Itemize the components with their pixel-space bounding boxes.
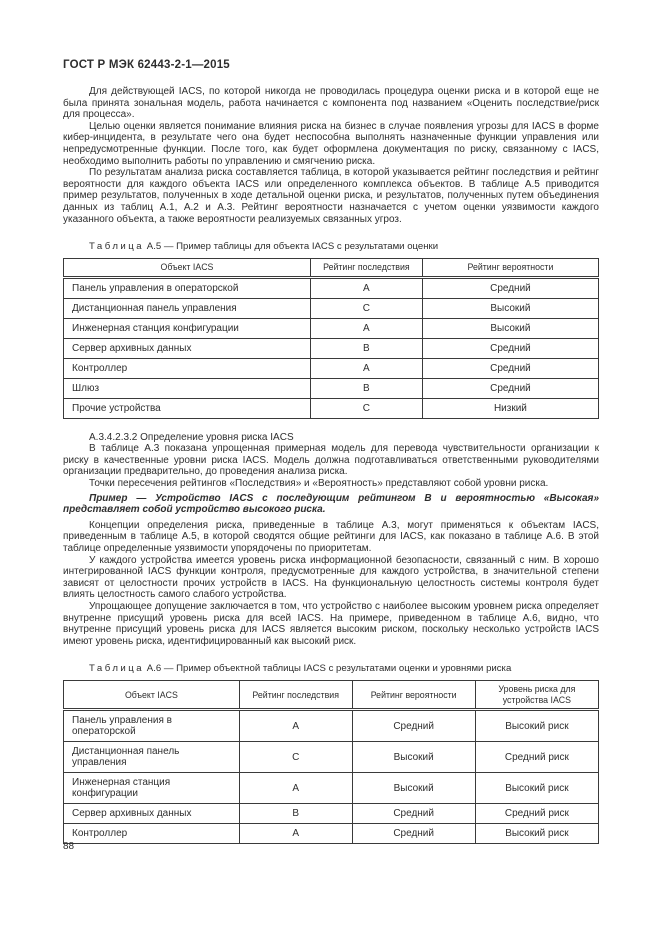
table-row bbox=[64, 710, 599, 742]
table-cell: Средний bbox=[352, 824, 475, 844]
table-cell: C bbox=[310, 298, 422, 318]
table-cell: A bbox=[239, 773, 352, 804]
table-a5 bbox=[63, 258, 599, 419]
table-cell: C bbox=[310, 398, 422, 418]
table-cell: Высокий bbox=[352, 773, 475, 804]
paragraph: Точки пересечения рейтингов «Последствия» и «Вероятность» представляют собой уровни риска. bbox=[89, 478, 549, 489]
column-header: Рейтинг последствия bbox=[239, 681, 352, 710]
table-cell: Высокий риск bbox=[475, 710, 598, 742]
table-cell: Высокий риск bbox=[475, 773, 598, 804]
table-cell: Панель управления в операторской bbox=[64, 277, 311, 298]
table-cell: Низкий bbox=[422, 398, 598, 418]
table-cell: Средний bbox=[352, 804, 475, 824]
table-cell: Средний bbox=[422, 378, 598, 398]
table-row bbox=[64, 824, 599, 844]
paragraph: По результатам анализа риска составляется таблица, в которой указывается рейтинг последствия и рейтинг вероятности для каждого объекта IACS или определенного комплекса объектов. В таблице А.5 приводится пример результатов, полученных в ходе детальной оценки риска, и результатов, полученных путем объединения данных из таблиц А.1, А.2 и А.3. Рейтинг вероятности назначается с учетом оценки уязвимости каждого указанного объекта, а также вероятности реализуемых связанных угроз. bbox=[63, 167, 599, 225]
table-cell: Средний риск bbox=[475, 804, 598, 824]
section-heading: А.3.4.2.3.2 Определение уровня риска IACS bbox=[89, 431, 294, 443]
example-paragraph: Пример — Устройство IACS с последующим рейтингом В и вероятностью «Высокая» представляет собой устройство высокого риска. bbox=[63, 492, 599, 516]
table-cell: Контроллер bbox=[64, 824, 240, 844]
table-cell: A bbox=[239, 824, 352, 844]
column-header: Рейтинг вероятности bbox=[352, 681, 475, 710]
table-cell: A bbox=[310, 318, 422, 338]
table-caption-text: А.6 — Пример объектной таблицы IACS с результатами оценки и уровнями риска bbox=[146, 663, 512, 675]
table-a5-caption bbox=[63, 241, 599, 252]
table-header-row bbox=[64, 259, 599, 278]
paragraph: Для действующей IACS, по которой никогда не проводилась процедура оценки риска и в которой еще не была принята зональная модель, работа начинается с компонента под названием «Оценить последствие/риск для процесса». bbox=[63, 86, 599, 121]
table-cell: Средний bbox=[422, 277, 598, 298]
table-caption-word: Таблица bbox=[89, 663, 145, 675]
table-cell: Прочие устройства bbox=[64, 398, 311, 418]
table-row bbox=[64, 358, 599, 378]
table-cell: Высокий bbox=[422, 298, 598, 318]
table-cell: Инженерная станция конфигурации bbox=[64, 773, 240, 804]
table-cell: Высокий риск bbox=[475, 824, 598, 844]
table-a6-caption bbox=[63, 663, 599, 674]
column-header: Объект IACS bbox=[64, 681, 240, 710]
table-cell: A bbox=[239, 710, 352, 742]
column-header: Уровень риска для устройства IACS bbox=[475, 681, 598, 710]
table-row bbox=[64, 398, 599, 418]
table-cell: Средний bbox=[422, 338, 598, 358]
table-row bbox=[64, 378, 599, 398]
table-cell: Дистанционная панель управления bbox=[64, 298, 311, 318]
table-header-row bbox=[64, 681, 599, 710]
table-cell: Контроллер bbox=[64, 358, 311, 378]
table-cell: B bbox=[239, 804, 352, 824]
page-content bbox=[63, 86, 599, 844]
paragraph: У каждого устройства имеется уровень риска информационной безопасности, связанный с ним. В хорошо интегрированной IACS функции контроля, предусмотренные для каждого устройства, в значительной степени зависят от целостности прочих устройств в IACS. На функциональную целостность системы контроля будет влиять целостность самого слабого устройства. bbox=[63, 554, 599, 601]
table-cell: Шлюз bbox=[64, 378, 311, 398]
column-header: Рейтинг последствия bbox=[310, 259, 422, 278]
table-cell: Средний риск bbox=[475, 742, 598, 773]
table-row bbox=[64, 804, 599, 824]
document-standard-header: ГОСТ Р МЭК 62443-2-1—2015 bbox=[63, 59, 230, 71]
paragraph: Упрощающее допущение заключается в том, что устройство с наиболее высоким уровнем риска определяет внутренне присущий уровень риска для всей IACS. На примере, приведенном в таблице А.6, видно, что внутренне присущий уровень риска для IACS является высоким риском, поскольку несколько устройств IACS имеют уровень риска, идентифицированный как высокий риск. bbox=[63, 600, 599, 647]
table-cell: Сервер архивных данных bbox=[64, 804, 240, 824]
table-cell: B bbox=[310, 378, 422, 398]
table-cell: C bbox=[239, 742, 352, 773]
table-cell: Высокий bbox=[352, 742, 475, 773]
table-a6 bbox=[63, 680, 599, 844]
table-row bbox=[64, 742, 599, 773]
table-cell: Высокий bbox=[422, 318, 598, 338]
table-cell: Средний bbox=[422, 358, 598, 378]
table-cell: A bbox=[310, 358, 422, 378]
page-number: 88 bbox=[63, 841, 75, 852]
table-caption-text: А.5 — Пример таблицы для объекта IACS с результатами оценки bbox=[146, 241, 439, 253]
column-header: Объект IACS bbox=[64, 259, 311, 278]
table-cell: B bbox=[310, 338, 422, 358]
table-row bbox=[64, 338, 599, 358]
table-row bbox=[64, 318, 599, 338]
table-row bbox=[64, 298, 599, 318]
table-caption-word: Таблица bbox=[89, 241, 145, 253]
table-row bbox=[64, 277, 599, 298]
table-cell: Сервер архивных данных bbox=[64, 338, 311, 358]
table-cell: Средний bbox=[352, 710, 475, 742]
table-cell: Панель управления в операторской bbox=[64, 710, 240, 742]
table-row bbox=[64, 773, 599, 804]
column-header: Рейтинг вероятности bbox=[422, 259, 598, 278]
table-cell: Инженерная станция конфигурации bbox=[64, 318, 311, 338]
paragraph: В таблице А.3 показана упрощенная примерная модель для перевода чувствительности организации к риску в качественные уровни риска IACS. Модель должна подготавливаться ответственными руководителями организации предварительно, до проведения анализа риска. bbox=[63, 443, 599, 478]
paragraph: Концепции определения риска, приведенные в таблице А.3, могут применяться к объектам IACS, приведенным в таблице А.5, в которой сводятся общие рейтинги для IACS, как показано в таблице А.6. В этой таблице определенные уязвимости упорядочены по приоритетам. bbox=[63, 519, 599, 554]
paragraph: Целью оценки является понимание влияния риска на бизнес в случае появления угрозы для IACS в форме кибер-инцидента, в результате чего она будет неспособна выполнять назначенные функции управления или непредусмотренные функции. После того, как будет оформлена документация по риску, связанному с IACS, необходимо выполнить работы по управлению и смягчению риска. bbox=[63, 120, 599, 167]
table-cell: Дистанционная панель управления bbox=[64, 742, 240, 773]
table-cell: A bbox=[310, 277, 422, 298]
